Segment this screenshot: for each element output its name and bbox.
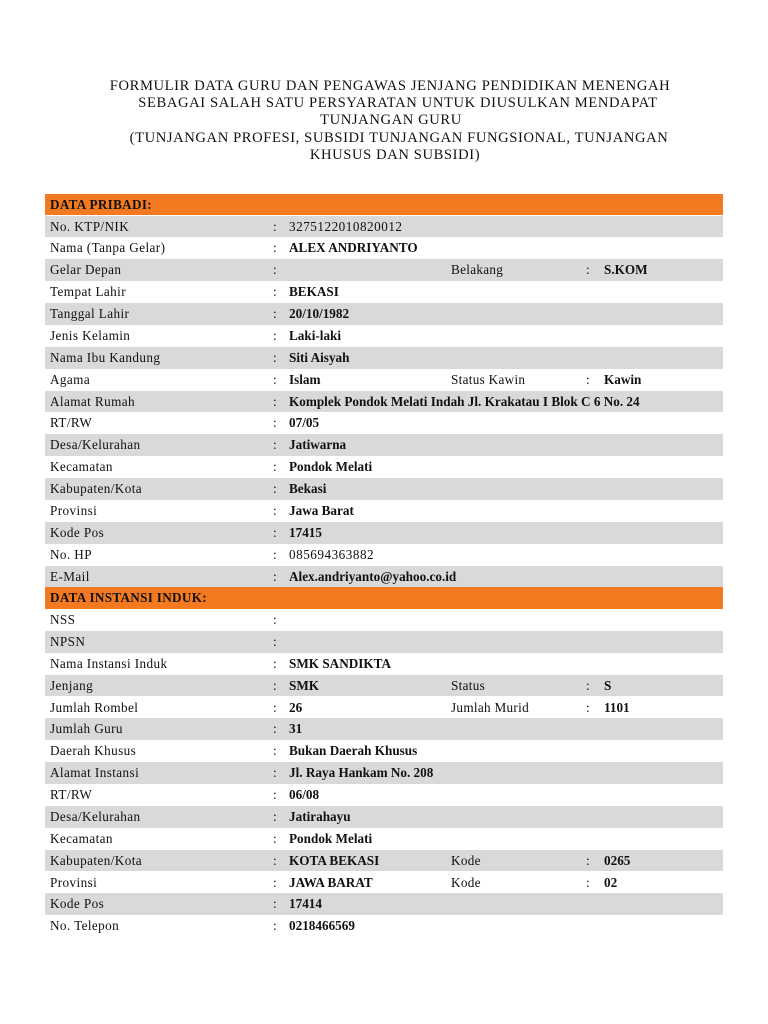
field-value-secondary: 0265 [604,852,631,868]
field-row-rt-rw-instansi [45,784,723,806]
field-row-agama [45,369,723,391]
field-label: RT/RW [50,415,93,431]
field-label: Alamat Instansi [50,765,140,781]
field-label: Kode Pos [50,896,105,912]
field-label: Kabupaten/Kota [50,481,143,497]
title-line-3: TUNJANGAN GURU [320,112,462,129]
field-value: Jl. Raya Hankam No. 208 [289,765,434,781]
field-value: Jawa Barat [289,502,354,518]
field-colon: : [273,415,277,431]
field-colon-secondary: : [586,371,590,387]
field-value: KOTA BEKASI [289,852,380,868]
field-colon: : [273,502,277,518]
field-row-kode-pos [45,522,723,544]
field-label: Nama Instansi Induk [50,655,168,671]
field-row-ibu-kandung [45,347,723,369]
field-value: 17414 [289,896,322,912]
field-row-desa-instansi [45,806,723,828]
field-value-secondary: 1101 [604,699,630,715]
field-value: 20/10/1982 [289,306,350,322]
field-label: Alamat Rumah [50,393,136,409]
field-value: Islam [289,371,321,387]
field-row-alamat-instansi [45,762,723,784]
field-row-provinsi [45,500,723,522]
field-label: Desa/Kelurahan [50,808,141,824]
field-label: Tanggal Lahir [50,306,130,322]
form-title [40,78,740,164]
field-label-secondary: Kode [451,852,481,868]
field-colon: : [273,546,277,562]
field-value: Pondok Melati [289,459,373,475]
field-value: 31 [289,721,303,737]
field-value: JAWA BARAT [289,874,373,890]
field-row-jumlah-guru [45,718,723,740]
field-label-secondary: Belakang [451,262,504,278]
field-row-jumlah-rombel [45,697,723,719]
field-label: No. Telepon [50,918,120,934]
field-label: Tempat Lahir [50,284,127,300]
field-label: E-Mail [50,568,90,584]
field-colon: : [273,524,277,540]
field-value: SMK [289,677,320,693]
field-colon: : [273,240,277,256]
title-line-5: KHUSUS DAN SUBSIDI) [309,146,481,163]
field-colon: : [273,699,277,715]
field-label-secondary: Kode [451,874,481,890]
field-value: Jatiwarna [289,437,347,453]
field-colon: : [273,633,277,649]
field-value: 0218466569 [289,918,355,934]
field-label: No. KTP/NIK [50,218,130,234]
field-row-no-telepon [45,915,723,937]
field-row-desa [45,434,723,456]
field-label: Kabupaten/Kota [50,852,143,868]
field-row-no-hp [45,544,723,566]
field-row-nama [45,237,723,259]
field-row-npsn [45,631,723,653]
field-colon: : [273,371,277,387]
field-row-jenjang [45,675,723,697]
title-line-1: FORMULIR DATA GURU DAN PENGAWAS JENJANG PENDIDIKAN MENENGAH [109,78,671,94]
field-colon: : [273,830,277,846]
field-label: Provinsi [50,502,98,518]
field-colon-secondary: : [586,262,590,278]
field-label-secondary: Jumlah Murid [451,699,529,715]
field-label: No. HP [50,546,92,562]
field-label: Jenis Kelamin [50,327,131,343]
field-colon: : [273,655,277,671]
field-colon: : [273,677,277,693]
field-label: RT/RW [50,787,93,803]
field-colon: : [273,852,277,868]
title-line-2: SEBAGAI SALAH SATU PERSYARATAN UNTUK DIUSULKAN MENDAPAT [138,95,658,112]
field-value: 07/05 [289,415,320,431]
field-value: Pondok Melati [289,830,373,846]
field-label: Kecamatan [50,459,113,475]
field-colon: : [273,393,277,409]
field-value: 26 [289,699,303,715]
field-label: Kecamatan [50,830,113,846]
field-value: Bukan Daerah Khusus [289,743,418,759]
field-colon: : [273,874,277,890]
field-colon-secondary: : [586,699,590,715]
field-label: NPSN [50,633,86,649]
field-label: Nama Ibu Kandung [50,349,161,365]
field-colon: : [273,808,277,824]
field-colon-secondary: : [586,677,590,693]
field-value: 3275122010820012 [289,218,403,234]
title-line-4: (TUNJANGAN PROFESI, SUBSIDI TUNJANGAN FUNGSIONAL, TUNJANGAN [129,129,669,146]
field-row-email [45,566,723,588]
field-colon: : [273,765,277,781]
field-value: ALEX ANDRIYANTO [289,240,418,256]
field-label: Provinsi [50,874,98,890]
field-row-nss [45,609,723,631]
field-colon: : [273,262,277,278]
field-row-gelar [45,259,723,281]
field-value: Jatirahayu [289,808,351,824]
field-label: Jumlah Rombel [50,699,139,715]
field-colon: : [273,327,277,343]
field-label: Jumlah Guru [50,721,123,737]
field-colon-secondary: : [586,874,590,890]
field-label: Nama (Tanpa Gelar) [50,240,166,256]
field-value-secondary: 02 [604,874,618,890]
field-value: Alex.andriyanto@yahoo.co.id [289,568,457,584]
field-value: BEKASI [289,284,339,300]
field-row-jenis-kelamin [45,325,723,347]
field-colon: : [273,481,277,497]
field-label: Daerah Khusus [50,743,137,759]
field-value: 085694363882 [289,546,375,562]
field-row-ktp [45,216,723,238]
field-label: NSS [50,612,76,628]
field-row-nama-instansi [45,653,723,675]
field-row-alamat-rumah [45,391,723,413]
field-label-secondary: Status Kawin [451,371,526,387]
field-value-secondary: S [604,677,612,693]
field-colon: : [273,349,277,365]
field-colon: : [273,896,277,912]
field-label-secondary: Status [451,677,486,693]
field-value: Laki-laki [289,327,342,343]
field-value: SMK SANDIKTA [289,655,391,671]
field-label: Agama [50,371,91,387]
field-row-tempat-lahir [45,281,723,303]
field-value: Bekasi [289,481,327,497]
field-value: 17415 [289,524,322,540]
field-row-provinsi-instansi [45,872,723,894]
field-value: 06/08 [289,787,320,803]
field-colon-secondary: : [586,852,590,868]
section-header-data-pribadi [45,194,723,215]
field-colon: : [273,459,277,475]
field-label: Jenjang [50,677,94,693]
field-colon: : [273,284,277,300]
field-colon: : [273,743,277,759]
section-header-label: DATA PRIBADI: [50,197,152,212]
field-row-kabupaten [45,478,723,500]
field-row-kecamatan-instansi [45,828,723,850]
section-header-label: DATA INSTANSI INDUK: [50,590,207,606]
field-colon: : [273,568,277,584]
field-colon: : [273,218,277,234]
field-label: Desa/Kelurahan [50,437,141,453]
field-row-kode-pos-instansi [45,893,723,915]
field-colon: : [273,306,277,322]
field-colon: : [273,612,277,628]
field-label: Kode Pos [50,524,105,540]
form-table [45,194,723,937]
field-value: Siti Aisyah [289,349,350,365]
field-row-rt-rw [45,412,723,434]
field-colon: : [273,918,277,934]
field-row-tanggal-lahir [45,303,723,325]
field-colon: : [273,721,277,737]
field-value-secondary: S.KOM [604,262,648,278]
field-value: Komplek Pondok Melati Indah Jl. Krakatau I Blok C 6 No. 24 [289,393,640,409]
field-row-kabupaten-instansi [45,850,723,872]
field-label: Gelar Depan [50,262,122,278]
field-value-secondary: Kawin [604,371,642,387]
section-header-data-instansi [45,587,723,608]
field-colon: : [273,437,277,453]
field-row-kecamatan [45,456,723,478]
field-row-daerah-khusus [45,740,723,762]
field-colon: : [273,787,277,803]
